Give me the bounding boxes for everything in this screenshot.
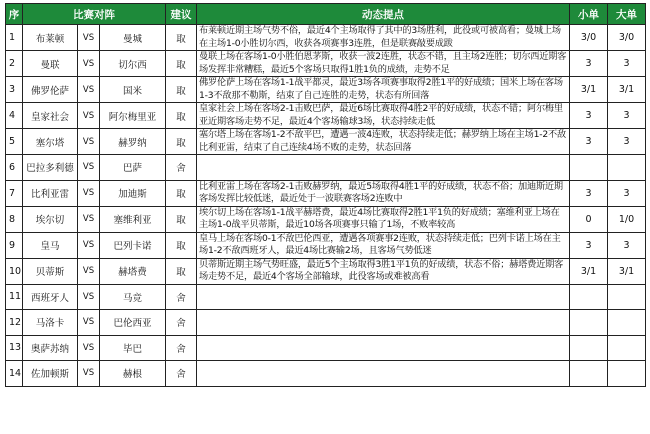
vs-label: VS [78,180,100,206]
pick-value: 舍 [166,335,197,361]
analysis-note: 埃尔切上场在客场1-1战平赫塔费，最近4场比赛取得2胜1平1负的好成绩；塞维利亚上场在主场1-0战平贝蒂斯，最近10场各项赛事只输了1场，不败率较高 [197,206,570,232]
header-row [6,4,646,25]
pick-value: 舍 [166,310,197,336]
row-seq: 10 [6,258,23,284]
home-team: 佛罗伦萨 [23,77,78,103]
vs-label: VS [78,155,100,181]
big-bet [608,361,646,387]
vs-label: VS [78,77,100,103]
home-team: 埃尔切 [23,206,78,232]
home-team: 马洛卡 [23,310,78,336]
home-team: 塞尔塔 [23,129,78,155]
row-seq: 8 [6,206,23,232]
small-bet: 0 [570,206,608,232]
big-bet [608,155,646,181]
header-small: 小单 [570,4,608,25]
pick-value: 舍 [166,284,197,310]
table-row [6,206,646,232]
home-team: 奥萨苏纳 [23,335,78,361]
table-row [6,77,646,103]
away-team: 阿尔梅里亚 [100,103,166,129]
home-team: 西班牙人 [23,284,78,310]
table-row [6,155,646,181]
home-team: 比利亚雷 [23,180,78,206]
pick-value: 取 [166,206,197,232]
away-team: 曼城 [100,25,166,51]
analysis-note: 比利亚雷上场在客场2-1击败赫罗纳，最近5场取得4胜1平的好成绩，状态不俗；加迪斯近期客场发挥比较低迷，最近处于一波联赛客场2连败中 [197,180,570,206]
home-team: 佐加顿斯 [23,361,78,387]
header-pick: 建议 [166,4,197,25]
vs-label: VS [78,206,100,232]
analysis-note [197,284,570,310]
vs-label: VS [78,129,100,155]
pick-value: 取 [166,77,197,103]
away-team: 赫罗纳 [100,129,166,155]
big-bet: 3/1 [608,77,646,103]
away-team: 切尔西 [100,51,166,77]
row-seq: 4 [6,103,23,129]
pick-value: 舍 [166,361,197,387]
vs-label: VS [78,335,100,361]
vs-label: VS [78,103,100,129]
table-body [6,25,646,387]
vs-label: VS [78,361,100,387]
pick-value: 取 [166,258,197,284]
header-analysis: 动态提点 [197,4,570,25]
analysis-note: 贝蒂斯近期主场气势旺盛，最近5个主场取得3胜1平1负的好成绩，状态不俗；赫塔费近期客场走势不足，最近4个客场全部输球，此役客场或难被高看 [197,258,570,284]
table-row [6,258,646,284]
pick-value: 取 [166,51,197,77]
analysis-note: 布莱顿近期主场气势不俗，最近4个主场取得了其中的3场胜利，此役或可被高看；曼城上场在主场1-0小胜切尔西，收获各项赛事3连胜，但是联赛敲要成跋 [197,25,570,51]
analysis-note [197,310,570,336]
away-team: 加迪斯 [100,180,166,206]
row-seq: 7 [6,180,23,206]
vs-label: VS [78,284,100,310]
away-team: 马竞 [100,284,166,310]
pick-value: 取 [166,25,197,51]
header-seq: 序 [6,4,23,25]
away-team: 巴萨 [100,155,166,181]
small-bet: 3/1 [570,258,608,284]
match-table-container [5,3,646,387]
table-row [6,129,646,155]
small-bet [570,284,608,310]
away-team: 国米 [100,77,166,103]
table-row [6,361,646,387]
row-seq: 13 [6,335,23,361]
row-seq: 9 [6,232,23,258]
table-row [6,25,646,51]
match-prediction-table [5,3,646,387]
pick-value: 取 [166,103,197,129]
analysis-note: 皇马上场在客场0-1不敌巴伦西亚，遭遇各项赛事2连败，状态持续走低；巴列卡诺上场在主场1-2不敌西班牙人，最近4场比赛输2场，且客场气势低迷 [197,232,570,258]
table-row [6,180,646,206]
big-bet [608,284,646,310]
analysis-note: 塞尔塔上场在客场1-2不敌平巴，遭遇一波4连败，状态持续走低；赫罗纳上场在主场1-2不敌比利亚雷，结束了自己连续4场不败的走势，状态回落 [197,129,570,155]
analysis-note [197,361,570,387]
small-bet: 3/0 [570,25,608,51]
vs-label: VS [78,51,100,77]
vs-label: VS [78,310,100,336]
table-row [6,335,646,361]
big-bet: 3 [608,232,646,258]
analysis-note: 曼联上场在客场1-0小胜伯恩茅斯，收获一波2连胜，状态不错，且主场2连胜；切尔西近期客场发挥非常糟糕，最近5个客场只取得1胜1负的成绩，走势不足 [197,51,570,77]
vs-label: VS [78,232,100,258]
home-team: 贝蒂斯 [23,258,78,284]
small-bet [570,335,608,361]
vs-label: VS [78,25,100,51]
small-bet: 3 [570,103,608,129]
small-bet [570,361,608,387]
small-bet: 3 [570,51,608,77]
small-bet: 3 [570,232,608,258]
pick-value: 舍 [166,155,197,181]
table-row [6,103,646,129]
home-team: 曼联 [23,51,78,77]
small-bet: 3 [570,180,608,206]
small-bet [570,155,608,181]
big-bet: 3/0 [608,25,646,51]
away-team: 巴伦西亚 [100,310,166,336]
header-big: 大单 [608,4,646,25]
row-seq: 12 [6,310,23,336]
away-team: 赫根 [100,361,166,387]
vs-label: VS [78,258,100,284]
analysis-note [197,335,570,361]
away-team: 巴列卡诺 [100,232,166,258]
row-seq: 3 [6,77,23,103]
big-bet: 3 [608,103,646,129]
small-bet: 3 [570,129,608,155]
row-seq: 1 [6,25,23,51]
pick-value: 取 [166,180,197,206]
small-bet [570,310,608,336]
table-row [6,232,646,258]
pick-value: 取 [166,129,197,155]
pick-value: 取 [166,232,197,258]
away-team: 毕巴 [100,335,166,361]
home-team: 皇马 [23,232,78,258]
big-bet: 1/0 [608,206,646,232]
analysis-note: 佛罗伦萨上场在客场1-1战平都灵，最近3场各项赛事取得2胜1平的好成绩；国米上场在客场1-3不敌那不勒斯，结束了自己连胜的走势，状态有所回落 [197,77,570,103]
row-seq: 11 [6,284,23,310]
big-bet: 3 [608,129,646,155]
big-bet: 3 [608,180,646,206]
home-team: 巴拉多利德 [23,155,78,181]
big-bet [608,310,646,336]
big-bet [608,335,646,361]
row-seq: 2 [6,51,23,77]
big-bet: 3/1 [608,258,646,284]
small-bet: 3/1 [570,77,608,103]
away-team: 塞维利亚 [100,206,166,232]
row-seq: 6 [6,155,23,181]
home-team: 皇家社会 [23,103,78,129]
row-seq: 5 [6,129,23,155]
row-seq: 14 [6,361,23,387]
analysis-note: 皇家社会上场在客场2-1击败巴萨，最近6场比赛取得4胜2平的好成绩，状态不错；阿尔梅里亚近期客场走势不足，最近4个客场输球3场，状态持续走低 [197,103,570,129]
table-row [6,310,646,336]
home-team: 布莱顿 [23,25,78,51]
table-row [6,284,646,310]
big-bet: 3 [608,51,646,77]
header-match: 比赛对阵 [23,4,166,25]
away-team: 赫塔费 [100,258,166,284]
analysis-note [197,155,570,181]
table-row [6,51,646,77]
